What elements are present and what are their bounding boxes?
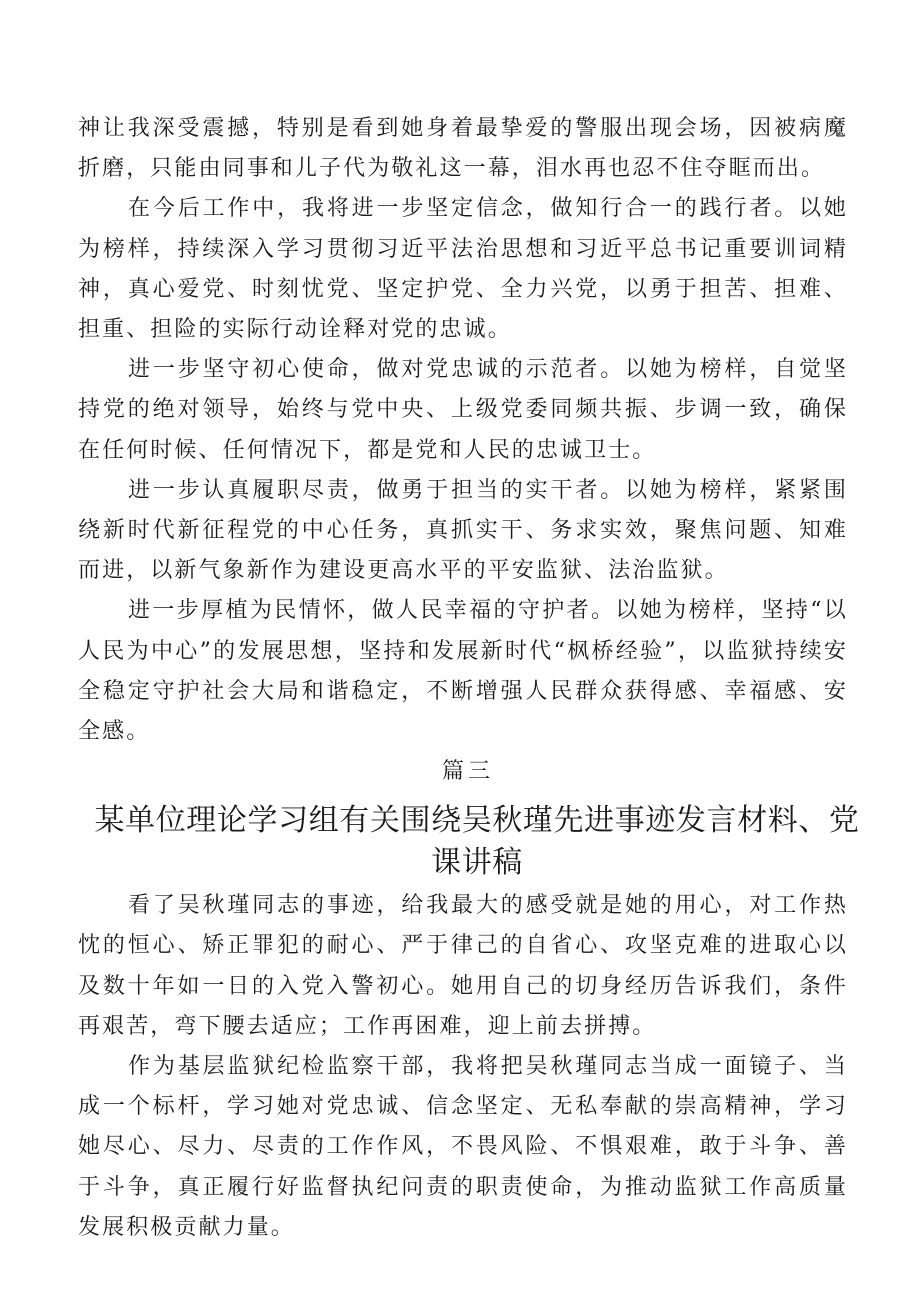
section-label: 篇三 bbox=[441, 759, 494, 785]
document-title: 某单位理论学习组有关围绕吴秋瑾先进事迹发言材料、党课讲稿 bbox=[94, 803, 860, 881]
body-paragraph: 进一步厚植为民情怀，做人民幸福的守护者。以她为榜样，坚持“以人民为中心”的发展思想，坚持和发展新时代“枫桥经验”，以监狱持续安全稳定守护社会大局和谐稳定，不断增强人民群众获得感、幸福感、安全感。 bbox=[78, 598, 848, 745]
body-paragraph: 在今后工作中，我将进一步坚定信念，做知行合一的践行者。以她为榜样，持续深入学习贯彻习近平法治思想和习近平总书记重要训词精神，真心爱党、时刻忧党、坚定护党、全力兴党，以勇于担苦、担难、担重、担险的实际行动诠释对党的忠诚。 bbox=[78, 196, 848, 343]
body-paragraph: 作为基层监狱纪检监察干部，我将把吴秋瑾同志当成一面镜子、当成一个标杆，学习她对党忠诚、信念坚定、无私奉献的崇高精神，学习她尽心、尽力、尽责的工作作风，不畏风险、不惧艰难，敢于斗争、善于斗争，真正履行好监督执纪问责的职责使命，为推动监狱工作高质量发展积极贡献力量。 bbox=[78, 1054, 848, 1240]
document-page bbox=[78, 109, 860, 1248]
body-paragraph: 看了吴秋瑾同志的事迹，给我最大的感受就是她的用心，对工作热忱的恒心、矫正罪犯的耐心、严于律己的自省心、攻坚克难的进取心以及数十年如一日的入党入警初心。她用自己的切身经历告诉我们，条件再艰苦，弯下腰去适应；工作再困难，迎上前去拼搏。 bbox=[78, 893, 848, 1039]
body-paragraph-continued: 神让我深受震撼，特别是看到她身着最挚爱的警服出现会场，因被病魔折磨，只能由同事和儿子代为敬礼这一幕，泪水再也忍不住夺眶而出。 bbox=[78, 116, 848, 182]
body-paragraph: 进一步认真履职尽责，做勇于担当的实干者。以她为榜样，紧紧围绕新时代新征程党的中心任务，真抓实干、务求实效，聚焦问题、知难而进，以新气象新作为建设更高水平的平安监狱、法治监狱。 bbox=[78, 477, 848, 584]
body-paragraph: 进一步坚守初心使命，做对党忠诚的示范者。以她为榜样，自觉坚持党的绝对领导，始终与党中央、上级党委同频共振、步调一致，确保在任何时候、任何情况下，都是党和人民的忠诚卫士。 bbox=[78, 357, 848, 463]
